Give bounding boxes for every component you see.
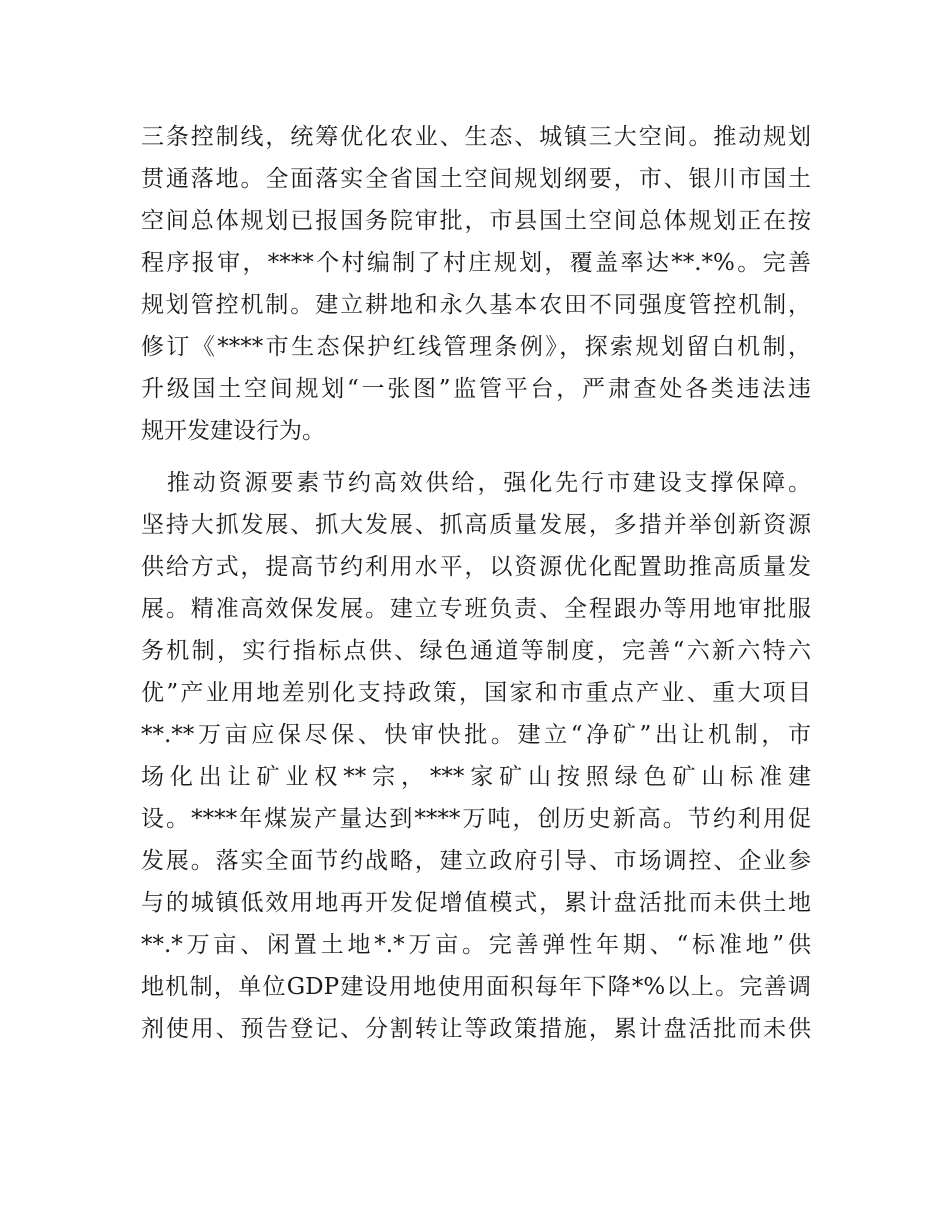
text-line: 优”产业用地差别化支持政策，国家和市重点产业、重大项目 [141, 680, 811, 706]
text-line: 地机制，单位GDP建设用地使用面积每年下降*%以上。完善调 [141, 974, 811, 1000]
text-line: 升级国土空间规划“一张图”监管平台，严肃查处各类违法违 [141, 376, 811, 402]
text-line: 贯通落地。全面落实全省国土空间规划纲要，市、银川市国土 [141, 166, 811, 192]
text-line: 设。****年煤炭产量达到****万吨，创历史新高。节约利用促 [141, 806, 811, 832]
text-line: 修订《****市生态保护红线管理条例》，探索规划留白机制， [141, 334, 811, 360]
text-line: 空间总体规划已报国务院审批，市县国土空间总体规划正在按 [141, 208, 811, 234]
document-body [141, 116, 811, 1050]
text-line: 发展。落实全面节约战略，建立政府引导、市场调控、企业参 [141, 848, 811, 874]
paragraph-1 [141, 116, 811, 452]
text-line: **.*万亩、闲置土地*.*万亩。完善弹性年期、“标准地”供 [141, 932, 811, 958]
text-line: 场化出让矿业权**宗，***家矿山按照绿色矿山标准建 [141, 764, 811, 790]
paragraph-2 [141, 462, 811, 1050]
text-line: 与的城镇低效用地再开发促增值模式，累计盘活批而未供土地 [141, 890, 811, 916]
text-line: 务机制，实行指标点供、绿色通道等制度，完善“六新六特六 [141, 638, 811, 664]
text-line: 规开发建设行为。 [141, 418, 325, 444]
text-line: 三条控制线，统筹优化农业、生态、城镇三大空间。推动规划 [141, 124, 811, 150]
text-line: 展。精准高效保发展。建立专班负责、全程跟办等用地审批服 [141, 596, 811, 622]
text-line: 推动资源要素节约高效供给，强化先行市建设支撑保障。 [141, 470, 811, 496]
text-line: **.**万亩应保尽保、快审快批。建立“净矿”出让机制，市 [141, 722, 811, 748]
text-line: 剂使用、预告登记、分割转让等政策措施，累计盘活批而未供 [141, 1016, 811, 1042]
text-line: 程序报审，****个村编制了村庄规划，覆盖率达**.*%。完善 [141, 250, 811, 276]
paragraph-spacer [141, 452, 811, 462]
text-line: 坚持大抓发展、抓大发展、抓高质量发展，多措并举创新资源 [141, 512, 811, 538]
text-line: 规划管控机制。建立耕地和永久基本农田不同强度管控机制， [141, 292, 811, 318]
text-line: 供给方式，提高节约利用水平，以资源优化配置助推高质量发 [141, 554, 811, 580]
